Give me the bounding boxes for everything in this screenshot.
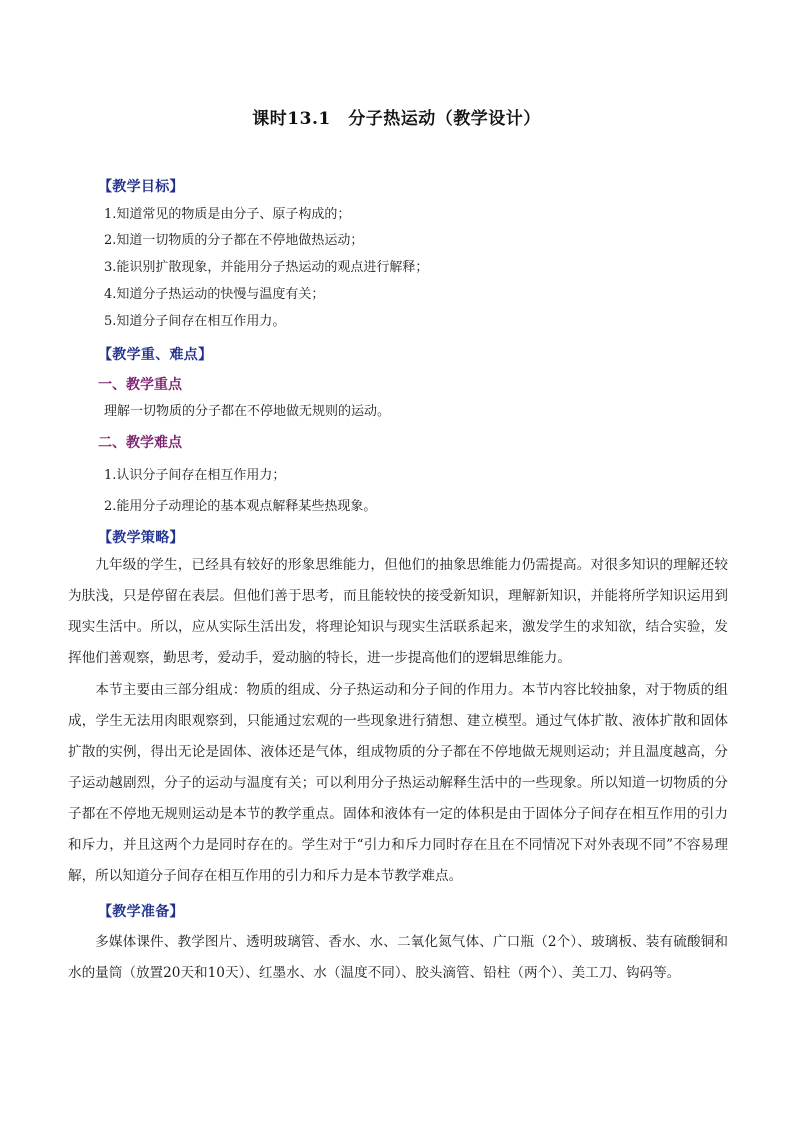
teaching-focus-heading: 一、教学重点 bbox=[98, 377, 182, 393]
objectives-heading: 【教学目标】 bbox=[98, 179, 184, 195]
objective-item: 5.知道分子间存在相互作用力。 bbox=[104, 314, 286, 329]
difficulty-item: 1.认识分子间存在相互作用力； bbox=[104, 468, 286, 483]
objective-item: 4.知道分子热运动的快慢与温度有关； bbox=[104, 287, 325, 302]
objective-item: 1.知道常见的物质是由分子、原子构成的； bbox=[104, 207, 351, 222]
objective-item: 2.知道一切物质的分子都在不停地做热运动； bbox=[104, 233, 364, 248]
objective-item: 3.能识别扩散现象，并能用分子热运动的观点进行解释； bbox=[104, 260, 429, 275]
strategy-paragraph-1: 九年级的学生，已经具有较好的形象思维能力，但他们的抽象思维能力仍需提高。对很多知识的理解还较为肤浅，只是停留在表层。但他们善于思考，而且能较快的接受新知识，理解新知识，并能将所学知识运用到现实生活中。所以，应从实际生活出发，将理论知识与现实生活联系起来，激发学生的求知欲，结合实验，发挥他们善观察，勤思考，爱动手，爱动脑的特长，进一步提高他们的逻辑思维能力。 bbox=[68, 557, 728, 666]
strategy-paragraph-2: 本节主要由三部分组成：物质的组成、分子热运动和分子间的作用力。本节内容比较抽象，对于物质的组成，学生无法用肉眼观察到，只能通过宏观的一些现象进行猜想、建立模型。通过气体扩散、液体扩散和固体扩散的实例，得出无论是固体、液体还是气体，组成物质的分子都在不停地做无规则运动；并且温度越高，分子运动越剧烈，分子的运动与温度有关；可以利用分子热运动解释生活中的一些现象。所以知道一切物质的分子都在不停地无规则运动是本节的教学重点。固体和液体有一定的体积是由于固体分子间存在相互作用的引力和斥力，并且这两个力是同时存在的。学生对于“引力和斥力同时存在且在不同情况下对外表现不同”不容易理解，所以知道分子间存在相互作用的引力和斥力是本节教学难点。 bbox=[68, 682, 728, 884]
preparation-heading: 【教学准备】 bbox=[98, 904, 184, 920]
strategy-heading: 【教学策略】 bbox=[98, 530, 184, 546]
teaching-difficulty-heading: 二、教学难点 bbox=[98, 435, 182, 451]
preparation-paragraph: 多媒体课件、教学图片、透明玻璃管、香水、水、二氧化氮气体、广口瓶（2个）、玻璃板、装有硫酸铜和水的量筒（放置20天和10天）、红墨水、水（温度不同）、胶头滴管、铅柱（两个）、美工刀、钩码等。 bbox=[68, 934, 728, 981]
teaching-focus-text: 理解一切物质的分子都在不停地做无规则的运动。 bbox=[104, 404, 391, 419]
page-title: 课时13.1 分子热运动（教学设计） bbox=[252, 109, 541, 129]
difficulty-item: 2.能用分子动理论的基本观点解释某些热现象。 bbox=[104, 499, 377, 514]
key-points-heading: 【教学重、难点】 bbox=[98, 347, 213, 363]
